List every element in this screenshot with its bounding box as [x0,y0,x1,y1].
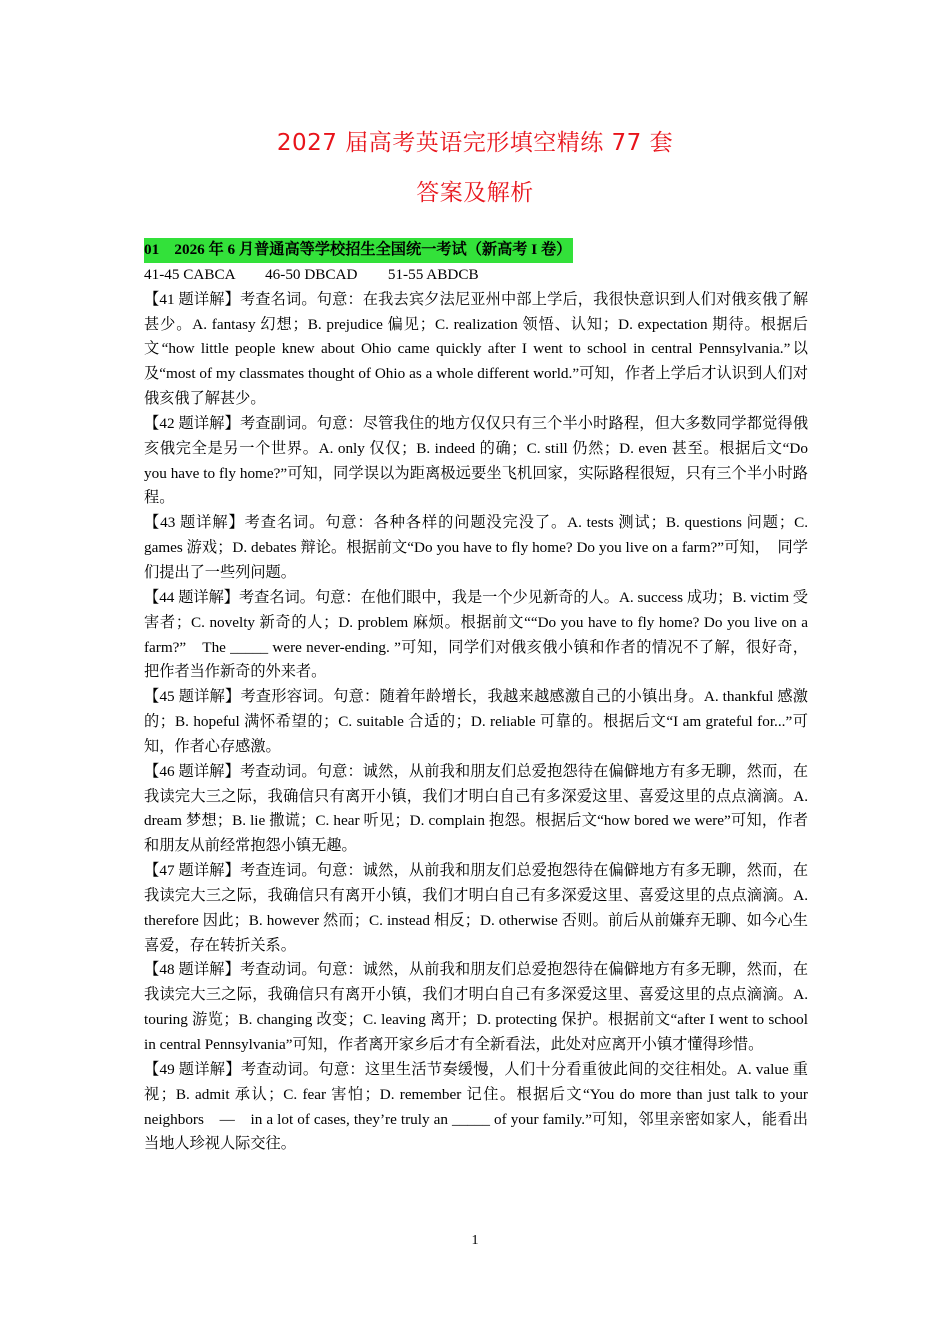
explanation-46: 【46 题详解】考查动词。句意：诚然，从前我和朋友们总爱抱怨待在偏僻地方有多无聊，然而，在我读完大三之际，我确信只有离开小镇，我们才明白自己有多深爱这里、喜爱这里的点点滴滴。A. dream 梦想；B. lie 撒谎；C. hear 听见；D. complain 抱怨。根据后文“how bored we were”可知，作者和朋友从前经常抱怨小镇无趣。 [144,762,808,855]
document-subtitle: 答案及解析 [416,180,534,206]
document-body [144,238,808,1157]
answer-key: 41-45 CABCA 46-50 DBCAD 51-55 ABDCB [144,265,479,283]
page-number: 1 [471,1233,479,1248]
explanation-47: 【47 题详解】考查连词。句意：诚然，从前我和朋友们总爱抱怨待在偏僻地方有多无聊，然而，在我读完大三之际，我确信只有离开小镇，我们才明白自己有多深爱这里、喜爱这里的点点滴滴。A. therefore 因此；B. however 然而；C. instead 相反；D. otherwise 否则。前后从前嫌弃无聊、如今心生喜爱，存在转折关系。 [144,862,808,954]
section-heading: 01 2026 年 6 月普通高等学校招生全国统一考试（新高考 I 卷） [144,238,573,263]
explanation-49: 【49 题详解】考查动词。句意：这里生活节奏缓慢，人们十分看重彼此间的交往相处。A. value 重视；B. admit 承认；C. fear 害怕；D. remember 记住。根据后文“You do more than just talk to your neighbors — in a lot of cases, they’re truly an _____ of your family.”可知，邻里亲密如家人，能看出当地人珍视人际交往。 [144,1060,808,1153]
explanation-43: 【43 题详解】考查名词。句意：各种各样的问题没完没了。A. tests 测试；B. questions 问题；C. games 游戏；D. debates 辩论。根据前文“Do you have to fly home? Do you live on a farm?”可知， 同学们提出了一些列问题。 [144,514,808,581]
explanation-44: 【44 题详解】考查名词。句意：在他们眼中，我是一个少见新奇的人。A. success 成功；B. victim 受害者；C. novelty 新奇的人；D. problem 麻烦。根据前文““Do you have to fly home? Do you live on a farm?” The _____ were never-ending. ”可知，同学们对俄亥俄小镇和作者的情况不了解，很好奇，把作者当作新奇的外来者。 [144,588,808,681]
explanation-42: 【42 题详解】考查副词。句意：尽管我住的地方仅仅只有三个半小时路程，但大多数同学都觉得俄亥俄完全是另一个世界。A. only 仅仅；B. indeed 的确；C. still 仍然；D. even 甚至。根据后文“Do you have to fly home?”可知，同学误以为距离极远要坐飞机回家，实际路程很短，只有三个半小时路程。 [144,414,808,507]
explanation-41: 【41 题详解】考查名词。句意：在我去宾夕法尼亚州中部上学后，我很快意识到人们对俄亥俄了解甚少。A. fantasy 幻想；B. prejudice 偏见；C. realization 领悟、认知；D. expectation 期待。根据后文“how little people knew about Ohio came quickly after I went to school in central Pennsylvania.”以及“most of my classmates thought of Ohio as a whole different world.”可知，作者上学后才认识到人们对俄亥俄了解甚少。 [144,290,808,408]
document-title: 2027 届高考英语完形填空精练 77 套 [276,130,674,156]
explanation-48: 【48 题详解】考查动词。句意：诚然，从前我和朋友们总爱抱怨待在偏僻地方有多无聊，然而，在我读完大三之际，我确信只有离开小镇，我们才明白自己有多深爱这里、喜爱这里的点点滴滴。A. touring 游览；B. changing 改变；C. leaving 离开；D. protecting 保护。根据前文“after I went to school in central Pennsylvania”可知，作者离开家乡后才有全新看法，此处对应离开小镇才懂得珍惜。 [144,961,808,1053]
explanation-45: 【45 题详解】考查形容词。句意：随着年龄增长，我越来越感激自己的小镇出身。A. thankful 感激的；B. hopeful 满怀希望的；C. suitable 合适的；D. reliable 可靠的。根据后文“I am grateful for...”可知，作者心存感激。 [144,688,808,755]
